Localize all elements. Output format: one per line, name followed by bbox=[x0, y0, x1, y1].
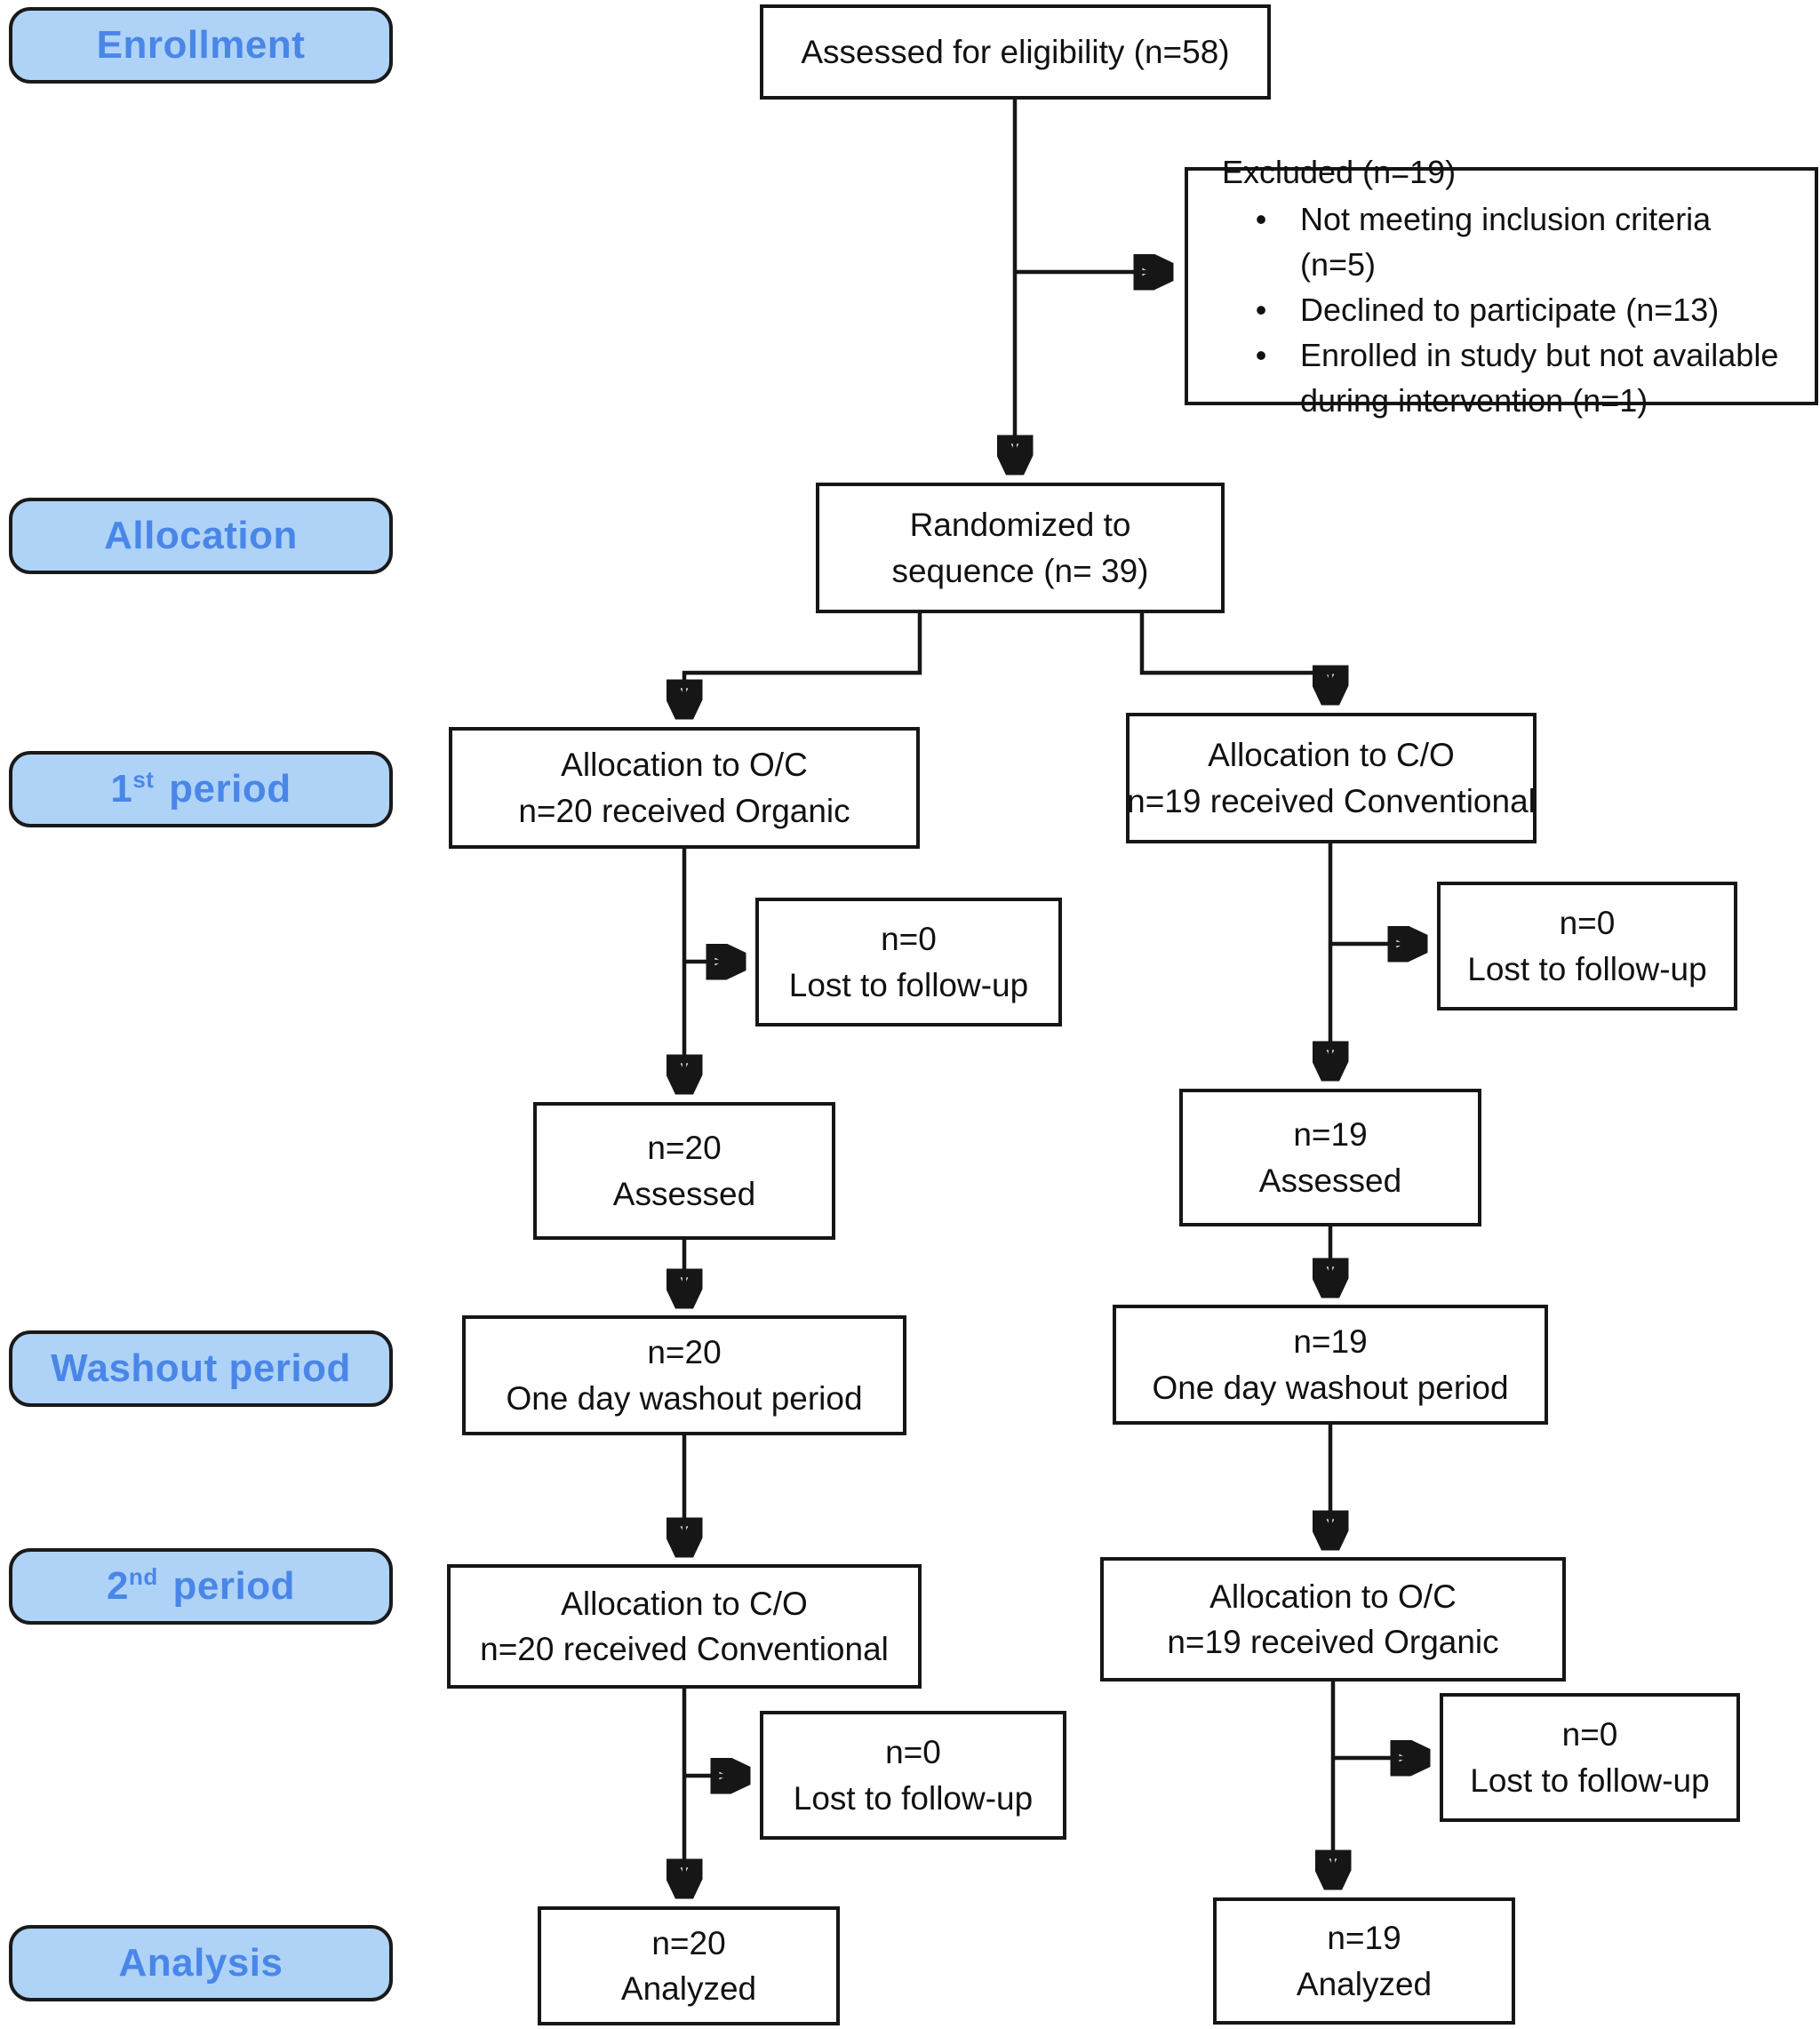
node-excluded-title: Excluded (n=19) bbox=[1222, 153, 1457, 190]
node-washout-left-line1: n=20 bbox=[647, 1334, 722, 1371]
node-period1-right-allocation bbox=[1126, 713, 1537, 843]
node-washout-left-line2: One day washout period bbox=[506, 1379, 863, 1417]
node-assessed-eligibility-text: Assessed for eligibility (n=58) bbox=[801, 33, 1230, 70]
node-analyzed-left-line2: Analyzed bbox=[620, 1970, 757, 2007]
stage-label-second-period bbox=[9, 1548, 393, 1625]
node-assessed-left-line1: n=20 bbox=[647, 1130, 722, 1167]
bullet-icon: • bbox=[1255, 337, 1267, 374]
node-period1-left-line2: n=20 received Organic bbox=[518, 792, 850, 829]
node-analyzed-left-line1: n=20 bbox=[651, 1924, 726, 1961]
node-lost-followup-1-right bbox=[1437, 882, 1737, 1011]
node-lost1-right-line2: Lost to follow-up bbox=[1467, 950, 1707, 987]
node-assessed-left-line2: Assessed bbox=[612, 1175, 756, 1212]
node-lost-followup-2-left bbox=[760, 1711, 1066, 1840]
node-period1-right-line1: Allocation to C/O bbox=[1208, 737, 1455, 774]
stage-label-analysis-text: Analysis bbox=[118, 1941, 283, 1985]
excluded-bullet-2-text: Declined to participate (n=13) bbox=[1300, 292, 1720, 328]
node-washout-right-line2: One day washout period bbox=[1152, 1369, 1509, 1406]
node-assessed-left bbox=[533, 1102, 835, 1240]
node-lost2-left-line1: n=0 bbox=[885, 1734, 941, 1771]
node-analyzed-right-line1: n=19 bbox=[1327, 1920, 1401, 1957]
node-washout-left bbox=[462, 1315, 906, 1435]
node-analyzed-right bbox=[1213, 1897, 1515, 2025]
node-period1-left-allocation bbox=[449, 727, 920, 849]
node-lost1-left-line1: n=0 bbox=[881, 921, 937, 958]
node-assessed-right bbox=[1179, 1089, 1481, 1226]
stage-label-allocation bbox=[9, 498, 393, 574]
node-lost2-left-line2: Lost to follow-up bbox=[793, 1779, 1034, 1817]
node-lost1-left-line2: Lost to follow-up bbox=[788, 966, 1029, 1003]
node-assessed-eligibility bbox=[760, 4, 1271, 100]
node-randomized-line1: Randomized to bbox=[909, 507, 1131, 544]
excluded-bullet-1-text: Not meeting inclusion criteria (n=5) bbox=[1300, 200, 1712, 283]
bullet-icon: • bbox=[1255, 200, 1267, 237]
node-period2-left-allocation bbox=[447, 1564, 922, 1689]
node-period2-right-line2: n=19 received Organic bbox=[1167, 1624, 1499, 1660]
stage-label-washout-period bbox=[9, 1330, 393, 1407]
stage-label-second-period-text: 2nd period bbox=[107, 1563, 295, 1608]
stage-label-analysis bbox=[9, 1925, 393, 2001]
bullet-icon: • bbox=[1255, 292, 1267, 328]
node-randomized-line2: sequence (n= 39) bbox=[891, 552, 1149, 589]
node-excluded bbox=[1185, 153, 1818, 419]
node-period2-left-line1: Allocation to C/O bbox=[561, 1585, 808, 1622]
node-lost1-right-line1: n=0 bbox=[1559, 905, 1616, 942]
excluded-bullet-3-text: Enrolled in study but not available during intervention (n=1) bbox=[1300, 337, 1779, 419]
excluded-bullet-1 bbox=[1222, 196, 1793, 287]
node-period2-right-line1: Allocation to O/C bbox=[1209, 1578, 1457, 1615]
node-washout-right bbox=[1113, 1305, 1548, 1425]
node-washout-right-line1: n=19 bbox=[1293, 1323, 1368, 1361]
node-period2-left-line2: n=20 received Conventional bbox=[480, 1631, 889, 1667]
node-analyzed-left bbox=[538, 1906, 840, 2025]
node-assessed-right-line1: n=19 bbox=[1293, 1116, 1368, 1154]
node-lost2-right-line2: Lost to follow-up bbox=[1470, 1761, 1710, 1799]
excluded-bullet-3 bbox=[1222, 332, 1793, 423]
stage-label-enrollment-text: Enrollment bbox=[96, 23, 306, 67]
node-period2-right-allocation bbox=[1100, 1557, 1566, 1682]
node-lost-followup-2-right bbox=[1440, 1693, 1740, 1822]
stage-label-washout-text: Washout period bbox=[51, 1346, 351, 1390]
stage-label-allocation-text: Allocation bbox=[104, 514, 298, 557]
stage-label-first-period bbox=[9, 751, 393, 827]
node-lost2-right-line1: n=0 bbox=[1561, 1716, 1618, 1753]
stage-label-first-period-text: 1st period bbox=[110, 766, 291, 811]
node-analyzed-right-line2: Analyzed bbox=[1296, 1965, 1433, 2002]
node-randomized bbox=[816, 483, 1225, 613]
node-period1-right-line2: n=19 received Conventional bbox=[1127, 782, 1536, 819]
stage-label-enrollment bbox=[9, 7, 393, 84]
node-period1-left-line1: Allocation to O/C bbox=[561, 747, 808, 784]
node-lost-followup-1-left bbox=[755, 898, 1062, 1026]
excluded-bullet-2 bbox=[1222, 287, 1719, 332]
node-assessed-right-line2: Assessed bbox=[1258, 1162, 1402, 1199]
